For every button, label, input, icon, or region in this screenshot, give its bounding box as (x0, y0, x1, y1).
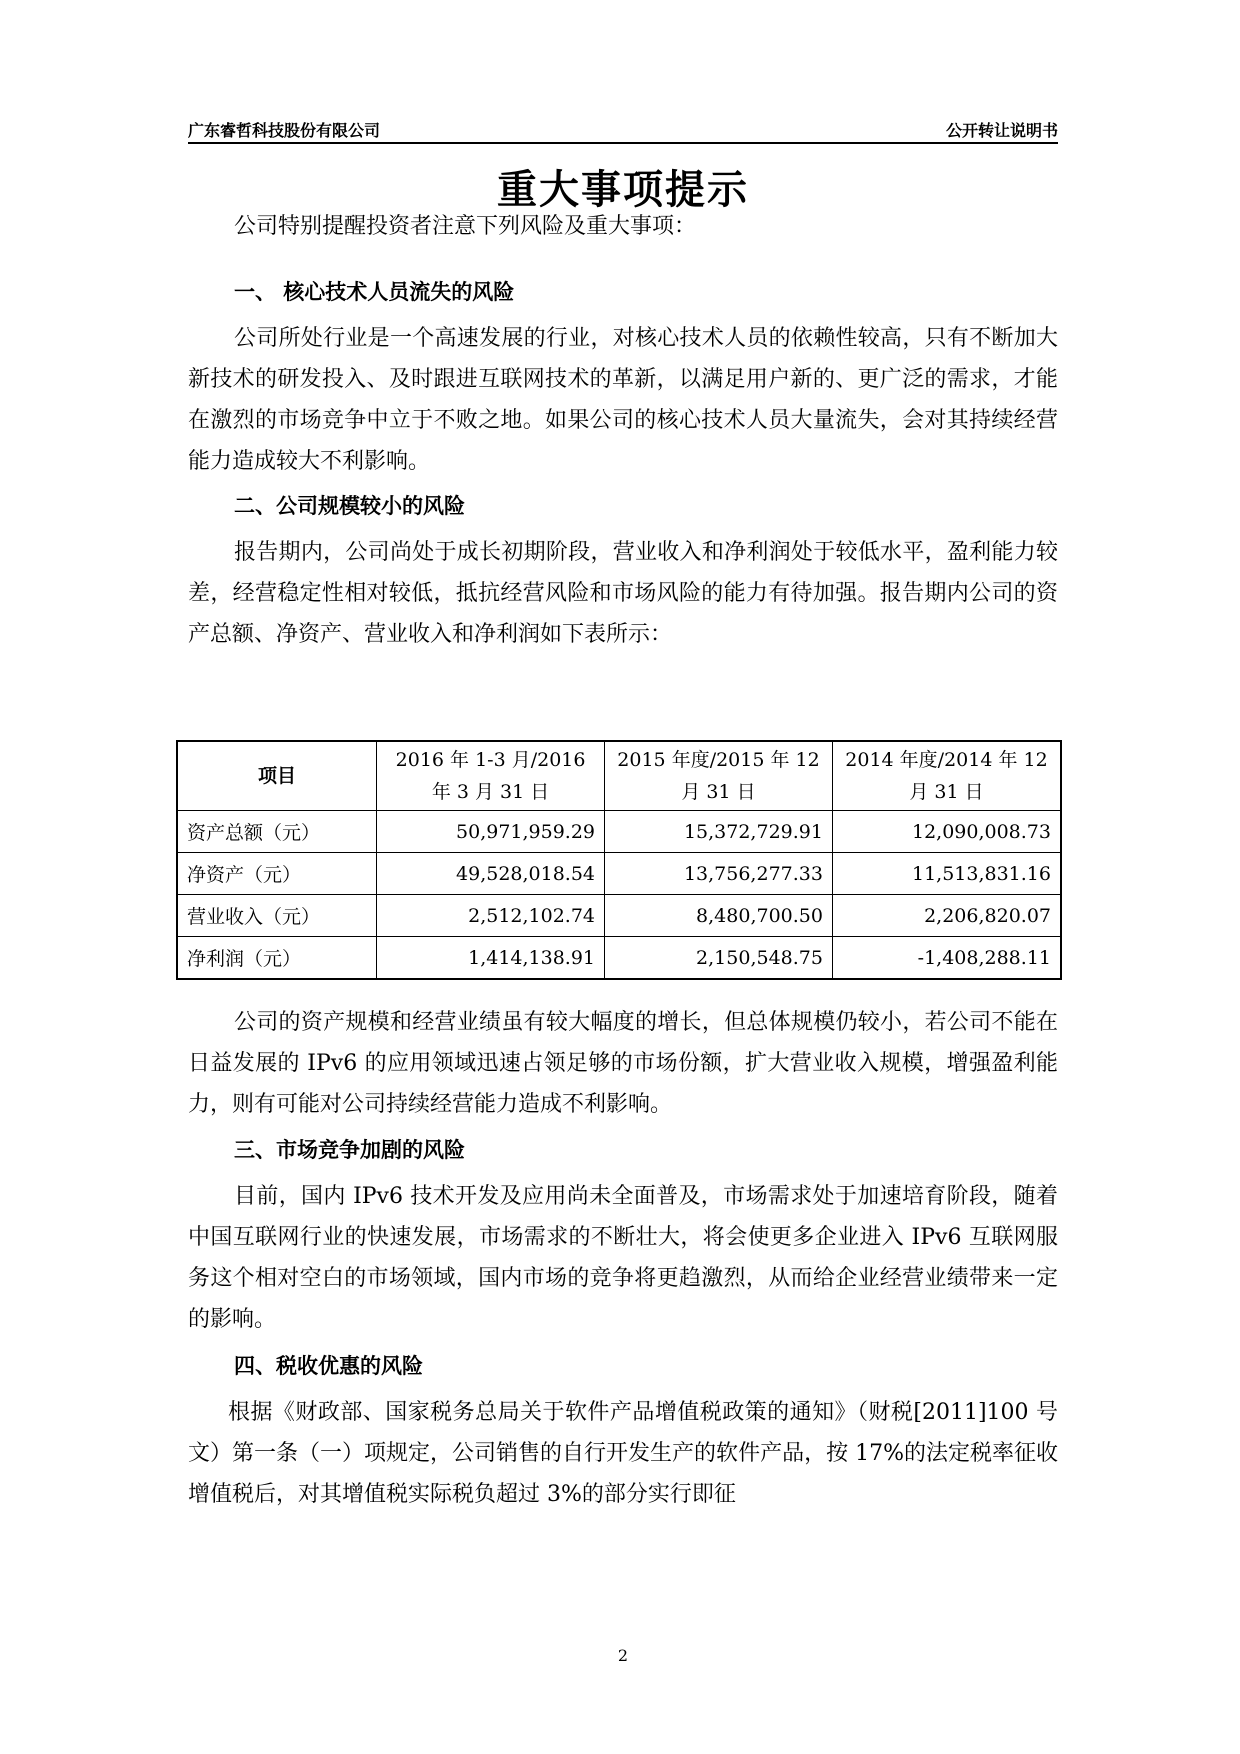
section-heading-1: 一、 核心技术人员流失的风险 (234, 280, 515, 304)
document-type: 公开转让说明书 (945, 121, 1058, 140)
table-cell: 营业收入（元） (177, 895, 377, 937)
table-cell: 资产总额（元） (177, 811, 377, 853)
table-header-cell: 2015 年度/2015 年 12 月 31 日 (605, 741, 833, 811)
table-cell: 49,528,018.54 (377, 853, 605, 895)
table-cell: 净资产（元） (177, 853, 377, 895)
page-header (188, 114, 1058, 144)
page-number: 2 (617, 1646, 629, 1665)
table-cell: 2,150,548.75 (605, 937, 833, 980)
section-heading-3: 三、市场竞争加剧的风险 (234, 1138, 465, 1162)
paragraph-scale-risk: 报告期内，公司尚处于成长初期阶段，营业收入和净利润处于较低水平，盈利能力较差，经营稳定性相对较低，抵抗经营风险和市场风险的能力有待加强。报告期内公司的资产总额、净资产、营业收入和净利润如下表所示： (188, 540, 1058, 647)
page-title: 重大事项提示 (497, 167, 749, 213)
section-heading-4: 四、税收优惠的风险 (234, 1354, 423, 1378)
table-cell: 2,512,102.74 (377, 895, 605, 937)
table-row (177, 937, 1061, 980)
table-cell: 15,372,729.91 (605, 811, 833, 853)
paragraph-scale-conclusion: 公司的资产规模和经营业绩虽有较大幅度的增长，但总体规模仍较小，若公司不能在日益发展的 IPv6 的应用领域迅速占领足够的市场份额，扩大营业收入规模，增强盈利能力，则有可能对公司持续经营能力造成不利影响。 (188, 1010, 1058, 1117)
paragraph-tax-risk: 根据《财政部、国家税务总局关于软件产品增值税政策的通知》（财税[2011]100 号文）第一条（一）项规定，公司销售的自行开发生产的软件产品，按 17%的法定税率征收增值税后，对其增值税实际税负超过 3%的部分实行即征 (188, 1400, 1058, 1507)
table-cell: 8,480,700.50 (605, 895, 833, 937)
table-row (177, 895, 1061, 937)
table-header-cell: 2014 年度/2014 年 12 月 31 日 (832, 741, 1061, 811)
company-name: 广东睿哲科技股份有限公司 (188, 121, 381, 140)
section-heading-2: 二、公司规模较小的风险 (234, 494, 465, 518)
table-cell: 50,971,959.29 (377, 811, 605, 853)
table-cell: 12,090,008.73 (832, 811, 1061, 853)
table-header-cell: 项目 (177, 741, 377, 811)
table-cell: -1,408,288.11 (832, 937, 1061, 980)
table-header-cell: 2016 年 1-3 月/2016 年 3 月 31 日 (377, 741, 605, 811)
financial-table (176, 740, 1062, 980)
table-cell: 13,756,277.33 (605, 853, 833, 895)
intro-paragraph: 公司特别提醒投资者注意下列风险及重大事项： (234, 214, 697, 239)
table-cell: 2,206,820.07 (832, 895, 1061, 937)
table-row (177, 853, 1061, 895)
table-cell: 11,513,831.16 (832, 853, 1061, 895)
paragraph-competition-risk: 目前，国内 IPv6 技术开发及应用尚未全面普及，市场需求处于加速培育阶段，随着中国互联网行业的快速发展，市场需求的不断壮大，将会使更多企业进入 IPv6 互联网服务这个相对空白的市场领域，国内市场的竞争将更趋激烈，从而给企业经营业绩带来一定的影响。 (188, 1184, 1058, 1332)
table-cell: 净利润（元） (177, 937, 377, 980)
paragraph-core-staff-risk: 公司所处行业是一个高速发展的行业，对核心技术人员的依赖性较高，只有不断加大新技术的研发投入、及时跟进互联网技术的革新，以满足用户新的、更广泛的需求，才能在激烈的市场竞争中立于不败之地。如果公司的核心技术人员大量流失，会对其持续经营能力造成较大不利影响。 (188, 326, 1058, 474)
table-cell: 1,414,138.91 (377, 937, 605, 980)
table-row (177, 811, 1061, 853)
table-header-row (177, 741, 1061, 811)
